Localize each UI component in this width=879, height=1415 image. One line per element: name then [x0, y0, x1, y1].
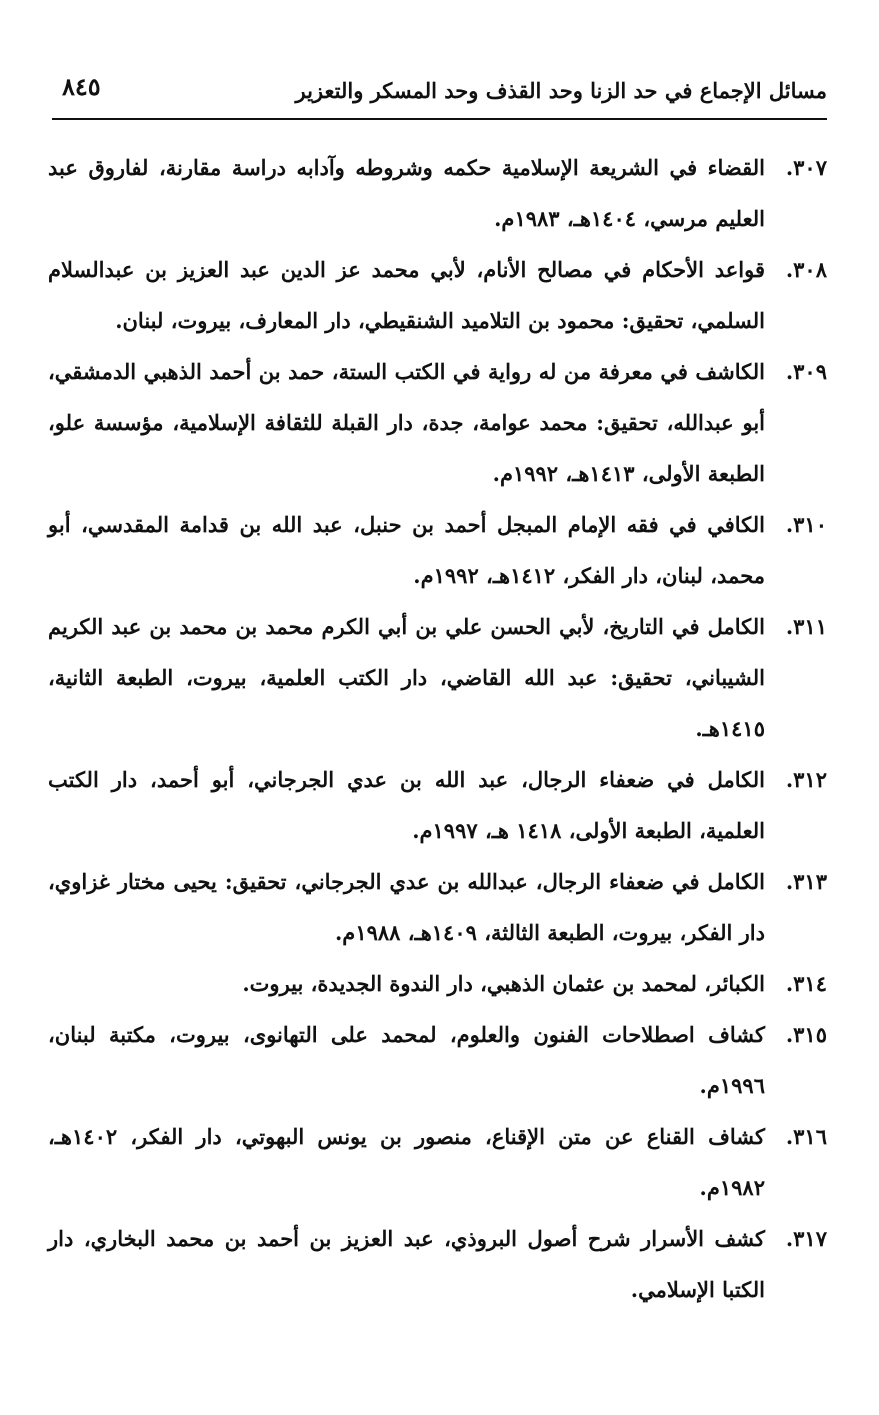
entry-number: ٣١٦. — [785, 1124, 827, 1149]
bibliography-entry-316 — [48, 1111, 827, 1213]
bibliography-entry-309 — [48, 346, 827, 499]
entry-text: كشاف القناع عن متن الإقناع، منصور بن يونس البهوتي، دار الفكر، ١٤٠٢هـ، ١٩٨٢م. — [48, 1124, 765, 1200]
entry-text: كشاف اصطلاحات الفنون والعلوم، لمحمد على التهانوى، بيروت، مكتبة لبنان، ١٩٩٦م. — [48, 1022, 765, 1098]
entry-text: الكامل في ضعفاء الرجال، عبدالله بن عدي الجرجاني، تحقيق: يحيى مختار غزاوي، دار الفكر، بيروت، الطبعة الثالثة، ١٤٠٩هـ، ١٩٨٨م. — [48, 869, 765, 945]
page-number: ٨٤٥ — [62, 72, 101, 101]
entry-number: ٣١٣. — [785, 869, 827, 894]
entry-number: ٣١٢. — [785, 767, 827, 792]
entry-text: الكبائر، لمحمد بن عثمان الذهبي، دار الندوة الجديدة، بيروت. — [242, 971, 765, 996]
header-divider — [52, 118, 827, 120]
bibliography-entry-314 — [48, 958, 827, 1009]
bibliography-entry-311 — [48, 601, 827, 754]
bibliography-entry-307 — [48, 142, 827, 244]
entry-number: ٣٠٧. — [785, 155, 827, 180]
entry-text: الكافي في فقه الإمام المبجل أحمد بن حنبل، عبد الله بن قدامة المقدسي، أبو محمد، لبنان، دار الفكر، ١٤١٢هـ، ١٩٩٢م. — [48, 512, 765, 588]
entry-text: الكاشف في معرفة من له رواية في الكتب الستة، حمد بن أحمد الذهبي الدمشقي، أبو عبدالله، تحقيق: محمد عوامة، جدة، دار القبلة للثقافة الإسلامية، مؤسسة علو، الطبعة الأولى، ١٤١٣هـ، ١٩٩٢م. — [48, 359, 765, 486]
entry-number: ٣١٧. — [785, 1226, 827, 1251]
entry-text: كشف الأسرار شرح أصول البروذي، عبد العزيز بن أحمد بن محمد البخاري، دار الكتبا الإسلامي. — [48, 1226, 765, 1302]
entry-text: قواعد الأحكام في مصالح الأنام، لأبي محمد عز الدين عبد العزيز بن عبدالسلام السلمي، تحقيق: محمود بن التلاميد الشنقيطي، دار المعارف، بيروت، لبنان. — [48, 257, 765, 333]
running-title: مسائل الإجماع في حد الزنا وحد القذف وحد المسكر والتعزير — [295, 78, 827, 103]
entry-text: الكامل في التاريخ، لأبي الحسن علي بن أبي الكرم محمد بن محمد بن عبد الكريم الشيباني، تحقيق: عبد الله القاضي، دار الكتب العلمية، بيروت، الطبعة الثانية، ١٤١٥هـ. — [48, 614, 765, 741]
bibliography-entry-315 — [48, 1009, 827, 1111]
entry-number: ٣٠٩. — [785, 359, 827, 384]
entry-text: الكامل في ضعفاء الرجال، عبد الله بن عدي الجرجاني، أبو أحمد، دار الكتب العلمية، الطبعة الأولى، ١٤١٨ هـ، ١٩٩٧م. — [48, 767, 765, 843]
entry-number: ٣١١. — [785, 614, 827, 639]
bibliography-entry-317 — [48, 1213, 827, 1315]
page-header — [52, 72, 827, 116]
bibliography-entry-310 — [48, 499, 827, 601]
entry-number: ٣١٥. — [785, 1022, 827, 1047]
bibliography-entry-313 — [48, 856, 827, 958]
entry-number: ٣١٤. — [785, 971, 827, 996]
entry-text: القضاء في الشريعة الإسلامية حكمه وشروطه وآدابه دراسة مقارنة، لفاروق عبد العليم مرسي، ١٤٠٤هـ، ١٩٨٣م. — [48, 155, 765, 231]
bibliography-entry-308 — [48, 244, 827, 346]
bibliography-entry-312 — [48, 754, 827, 856]
entry-number: ٣١٠. — [785, 512, 827, 537]
bibliography-list — [48, 142, 827, 1315]
entry-number: ٣٠٨. — [785, 257, 827, 282]
